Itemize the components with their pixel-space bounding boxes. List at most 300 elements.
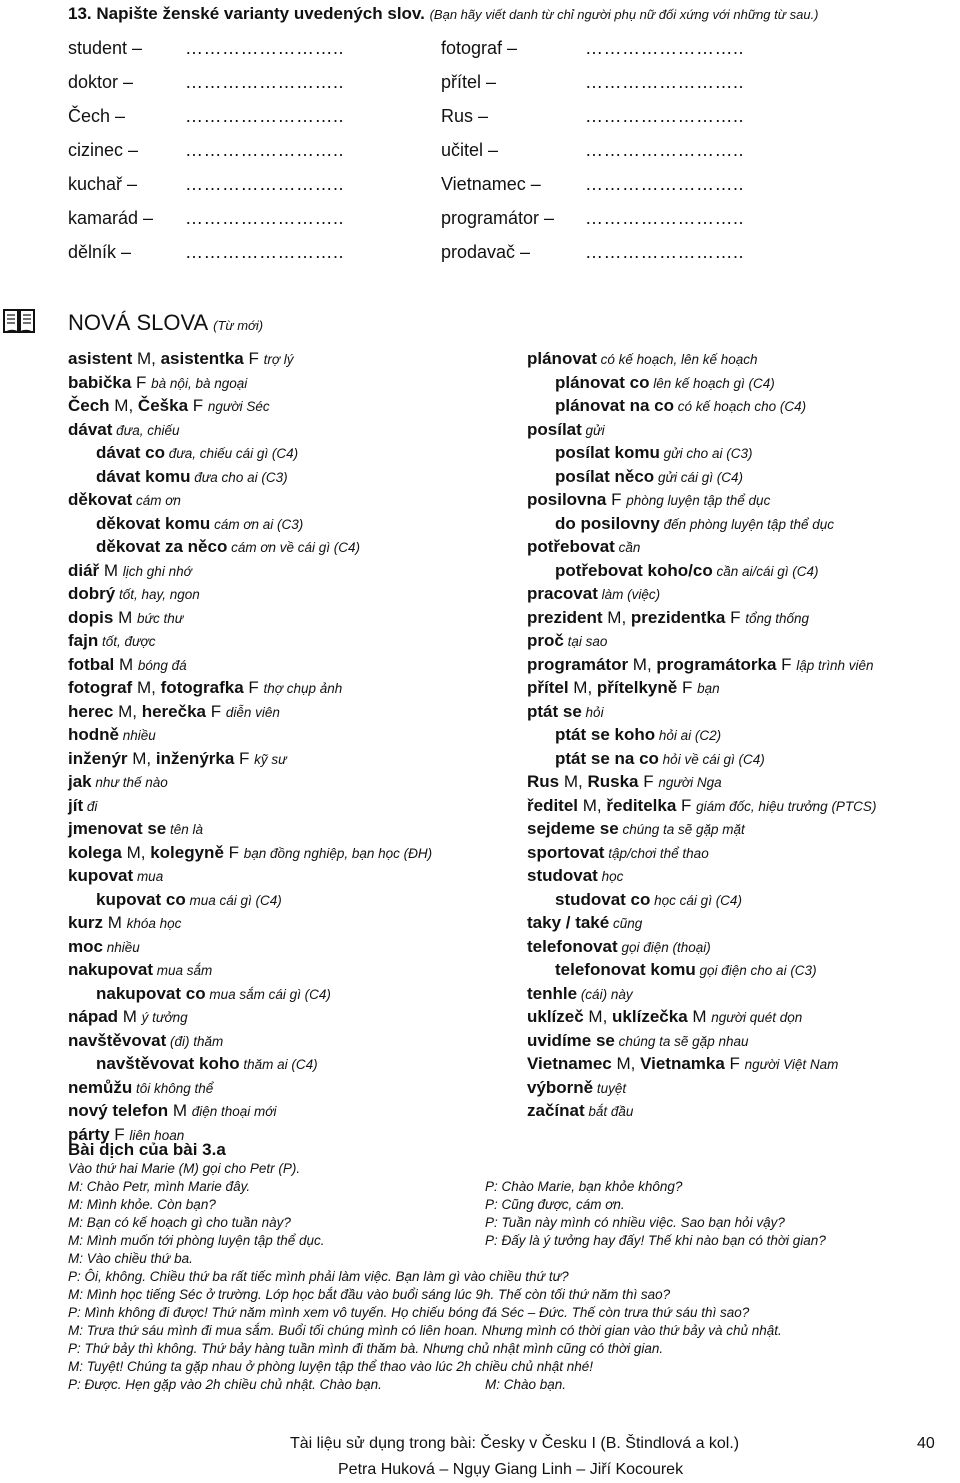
vocab-translation: tập/chơi thể thao bbox=[604, 845, 709, 861]
vocab-translation: nhiều bbox=[119, 728, 156, 743]
exercise-word: přítel – bbox=[441, 72, 497, 92]
vocab-translation: trợ lý bbox=[263, 352, 294, 367]
vocab-entry bbox=[68, 442, 432, 466]
vocab-entry bbox=[68, 536, 432, 560]
vocab-gender: M, bbox=[109, 396, 138, 415]
vocab-entry bbox=[527, 372, 876, 396]
footer-authors: Petra Huková – Ngụy Giang Linh – Jiří Kocourek bbox=[338, 1461, 684, 1478]
vocab-entry bbox=[527, 936, 876, 960]
vocab-entry bbox=[68, 607, 432, 631]
vocab-term: potřebovat koho/co bbox=[555, 560, 713, 580]
exercise-subtitle: (Bạn hãy viết danh từ chỉ người phụ nữ đối xứng với những từ sau.) bbox=[429, 7, 819, 22]
vocab-translation: lên kế hoạch gì (C4) bbox=[649, 375, 775, 391]
vocab-translation: bóng đá bbox=[137, 657, 187, 673]
dialogue-line: M: Trưa thứ sáu mình đi mua sắm. Buổi tối chúng mình có liên hoan. Nhưng mình có thời gian vào thứ bảy và chủ nhật. bbox=[68, 1323, 782, 1338]
vocab-term: programátor bbox=[527, 654, 629, 674]
vocab-gender: M, bbox=[132, 678, 161, 697]
vocab-term-feminine: programátorka bbox=[656, 654, 777, 674]
vocab-gender: M, bbox=[559, 772, 588, 791]
vocab-translation: thợ chụp ảnh bbox=[263, 681, 343, 696]
vocab-gender: M bbox=[114, 654, 138, 674]
exercise-word: Vietnamec – bbox=[441, 174, 541, 194]
answer-blank: …………………….. bbox=[185, 106, 345, 126]
vocab-gender: M bbox=[113, 607, 137, 627]
vocab-term: kupovat co bbox=[96, 889, 186, 909]
vocab-list-right bbox=[527, 348, 876, 1124]
vocab-gender: F bbox=[188, 396, 208, 415]
dialogue-line: P: Cũng được, cám ơn. bbox=[485, 1197, 625, 1212]
exercise-word: dělník – bbox=[68, 242, 132, 262]
vocab-entry bbox=[68, 1053, 432, 1077]
vocab-gender: M, bbox=[113, 701, 142, 721]
vocab-term: nový telefon bbox=[68, 1101, 169, 1120]
dialogue-line: P: Mình không đi được! Thứ năm mình xem vô tuyến. Họ chiếu bóng đá Séc – Đức. Thế còn trưa thứ sáu thì sao? bbox=[68, 1305, 750, 1320]
vocab-entry bbox=[527, 607, 876, 631]
vocab-gender: M, bbox=[132, 349, 161, 368]
vocab-translation: liên hoan bbox=[129, 1127, 185, 1143]
vocab-entry bbox=[68, 630, 432, 654]
vocab-translation: học bbox=[597, 869, 624, 884]
vocab-gender: M bbox=[99, 560, 123, 580]
exercise-word: doktor – bbox=[68, 72, 134, 92]
vocab-term: uvidíme se bbox=[527, 1030, 615, 1050]
open-book-icon bbox=[2, 306, 36, 336]
vocab-term: sejdeme se bbox=[527, 819, 619, 838]
answer-blank: …………………….. bbox=[585, 242, 745, 262]
vocab-term: plánovat co bbox=[555, 372, 650, 392]
vocab-term-feminine: fotografka bbox=[160, 678, 244, 697]
dialogue-line: M: Vào chiều thứ ba. bbox=[68, 1251, 193, 1266]
dialogue-line: M: Bạn có kế hoạch gì cho tuần này? bbox=[68, 1215, 291, 1230]
vocab-translation: có kế hoạch, lên kế hoạch bbox=[596, 352, 758, 367]
vocab-term-feminine: inženýrka bbox=[155, 748, 235, 768]
vocab-entry bbox=[68, 842, 432, 866]
vocab-entry bbox=[68, 395, 432, 419]
answer-blank: …………………….. bbox=[185, 140, 345, 160]
vocab-term: ptát se na co bbox=[555, 748, 659, 768]
vocab-term: výborně bbox=[527, 1077, 594, 1097]
vocab-entry bbox=[68, 1006, 432, 1030]
answer-blank: …………………….. bbox=[585, 72, 745, 92]
vocab-entry bbox=[527, 677, 876, 701]
vocab-term: párty bbox=[68, 1124, 110, 1144]
vocab-translation: tại sao bbox=[563, 634, 608, 649]
exercise-word: programátor – bbox=[441, 208, 555, 228]
vocab-translation: gửi bbox=[581, 422, 605, 438]
vocab-translation: làm (việc) bbox=[597, 587, 661, 602]
vocab-translation: gửi cái gì (C4) bbox=[654, 469, 744, 485]
vocab-translation: người quét dọn bbox=[711, 1010, 803, 1025]
vocab-entry bbox=[527, 466, 876, 490]
vocab-entry bbox=[527, 818, 876, 842]
vocab-translation: học cái gì (C4) bbox=[650, 892, 742, 908]
vocab-entry bbox=[68, 912, 432, 936]
vocab-translation: cũng bbox=[609, 916, 643, 931]
vocab-entry bbox=[527, 842, 876, 866]
vocab-title-sub: (Từ mới) bbox=[213, 318, 264, 333]
vocab-translation: người Việt Nam bbox=[744, 1057, 839, 1072]
vocab-term: potřebovat bbox=[527, 537, 615, 556]
vocab-gender: M, bbox=[121, 842, 151, 862]
vocab-translation: đưa, chiếu bbox=[112, 422, 180, 438]
vocab-translation: mua sắm bbox=[153, 963, 213, 978]
answer-blank: …………………….. bbox=[585, 174, 745, 194]
vocab-entry bbox=[68, 865, 432, 889]
vocab-term: plánovat na co bbox=[555, 396, 675, 415]
vocab-entry bbox=[68, 724, 432, 748]
vocab-term: uklízeč bbox=[527, 1007, 584, 1026]
vocab-translation: kỹ sư bbox=[254, 751, 287, 767]
vocab-gender: M, bbox=[127, 748, 156, 768]
answer-blank: …………………….. bbox=[585, 106, 745, 126]
vocab-translation: đưa cho ai (C3) bbox=[190, 469, 288, 485]
dialogue-line: M: Mình muốn tới phòng luyện tập thể dục. bbox=[68, 1233, 325, 1248]
vocab-entry bbox=[527, 701, 876, 725]
vocab-gender: F bbox=[243, 678, 264, 697]
vocab-entry bbox=[527, 489, 876, 513]
vocab-entry bbox=[527, 1053, 876, 1077]
vocab-translation: đến phòng luyện tập thể dục bbox=[659, 516, 834, 532]
vocab-term: posílat bbox=[527, 419, 582, 439]
vocab-translation: tốt, được bbox=[98, 634, 156, 649]
vocab-entry bbox=[527, 583, 876, 607]
vocab-gender: F bbox=[131, 372, 152, 392]
vocab-entry bbox=[527, 912, 876, 936]
vocab-term: plánovat bbox=[527, 349, 597, 368]
vocab-term: nakupovat bbox=[68, 960, 154, 979]
vocab-translation: gọi điện (thoại) bbox=[617, 939, 711, 955]
vocab-gender: M, bbox=[628, 654, 657, 674]
vocab-translation: hỏi ai (C2) bbox=[655, 728, 722, 743]
vocab-gender: F bbox=[638, 772, 659, 791]
vocab-gender: F bbox=[776, 654, 797, 674]
vocab-term: posílat komu bbox=[555, 443, 660, 462]
vocab-entry bbox=[68, 795, 432, 819]
vocab-term: dobrý bbox=[68, 584, 116, 603]
vocab-entry bbox=[68, 701, 432, 725]
vocab-translation: bà nội, bà ngoại bbox=[151, 375, 248, 391]
vocab-entry bbox=[68, 1077, 432, 1101]
vocab-translation: hỏi bbox=[581, 704, 604, 720]
vocab-translation: đi bbox=[83, 798, 98, 814]
vocab-translation: bức thư bbox=[136, 610, 184, 626]
vocab-term-feminine: ředitelka bbox=[606, 795, 677, 815]
dialogue-line: M: Chào bạn. bbox=[485, 1377, 567, 1392]
vocab-entry bbox=[527, 1006, 876, 1030]
vocab-translation: cần ai/cái gì (C4) bbox=[712, 563, 819, 579]
answer-blank: …………………….. bbox=[185, 72, 345, 92]
vocab-entry bbox=[68, 959, 432, 983]
exercise-word: kamarád – bbox=[68, 208, 154, 228]
vocab-entry bbox=[527, 983, 876, 1007]
vocab-term: tenhle bbox=[527, 983, 578, 1003]
vocab-gender: F bbox=[234, 748, 255, 768]
vocab-entry bbox=[527, 865, 876, 889]
vocab-term-feminine: asistentka bbox=[160, 349, 244, 368]
vocab-term: dávat co bbox=[96, 443, 165, 462]
vocab-gender: F bbox=[677, 678, 698, 697]
vocab-term: diář bbox=[68, 560, 100, 580]
vocab-translation: phòng luyện tập thể dục bbox=[626, 493, 771, 508]
vocab-entry bbox=[68, 1030, 432, 1054]
vocab-gender: F bbox=[676, 795, 697, 815]
vocab-term: posílat něco bbox=[555, 466, 655, 486]
vocab-translation: cám ơn ai (C3) bbox=[210, 516, 304, 532]
vocab-entry bbox=[527, 560, 876, 584]
vocab-term: moc bbox=[68, 936, 103, 956]
vocab-entry bbox=[68, 748, 432, 772]
dialogue-line: P: Tuần này mình có nhiều việc. Sao bạn hỏi vậy? bbox=[485, 1215, 785, 1230]
vocab-term: kurz bbox=[68, 913, 103, 932]
vocab-translation: ý tưởng bbox=[141, 1010, 188, 1025]
vocab-term: Rus bbox=[527, 772, 560, 791]
vocab-term: přítel bbox=[527, 678, 569, 697]
vocab-gender: M, bbox=[602, 607, 631, 627]
vocab-gender: M bbox=[687, 1007, 712, 1026]
vocab-translation: (cái) này bbox=[577, 986, 633, 1002]
vocab-term: studovat bbox=[527, 866, 598, 885]
exercise-word: Čech – bbox=[68, 106, 126, 126]
vocab-term-feminine: Vietnamka bbox=[640, 1054, 725, 1073]
vocab-translation: điện thoại mới bbox=[191, 1104, 277, 1119]
vocab-term: telefonovat bbox=[527, 936, 618, 956]
vocab-translation: thăm ai (C4) bbox=[239, 1057, 318, 1072]
vocab-entry bbox=[527, 395, 876, 419]
vocab-term: dopis bbox=[68, 607, 114, 627]
vocab-entry bbox=[527, 442, 876, 466]
vocab-translation: khóa học bbox=[126, 916, 182, 931]
dialogue-line: M: Mình học tiếng Séc ở trường. Lớp học bắt đầu vào buổi sáng lúc 9h. Thế còn tối thứ năm thì sao? bbox=[68, 1287, 671, 1302]
vocab-translation: tuyệt bbox=[593, 1080, 627, 1096]
exercise-word: student – bbox=[68, 38, 143, 58]
page-number: 40 bbox=[917, 1435, 935, 1452]
vocab-term: hodně bbox=[68, 725, 119, 744]
dialogue-line: P: Đấy là ý tưởng hay đấy! Thế khi nào bạn có thời gian? bbox=[485, 1233, 826, 1248]
vocab-translation: lập trình viên bbox=[796, 657, 874, 673]
vocab-term: sportovat bbox=[527, 842, 605, 862]
vocab-translation: cám ơn bbox=[132, 493, 181, 508]
vocab-term-feminine: Češka bbox=[137, 396, 189, 415]
vocab-entry bbox=[527, 795, 876, 819]
vocab-entry bbox=[527, 959, 876, 983]
vocab-entry bbox=[68, 560, 432, 584]
answer-blank: …………………….. bbox=[185, 38, 345, 58]
vocab-translation: có kế hoạch cho (C4) bbox=[674, 399, 807, 414]
vocab-term: nemůžu bbox=[68, 1077, 133, 1097]
exercise-title-text: 13. Napište ženské varianty uvedených slov. bbox=[68, 4, 425, 23]
answer-blank: …………………….. bbox=[185, 242, 345, 262]
vocab-entry bbox=[527, 654, 876, 678]
vocab-term: jmenovat se bbox=[68, 819, 167, 838]
vocab-entry bbox=[527, 630, 876, 654]
vocab-translation: gửi cho ai (C3) bbox=[659, 446, 753, 461]
footer-source: Tài liệu sử dụng trong bài: Česky v Česku I (B. Štindlová a kol.) bbox=[290, 1435, 740, 1452]
vocab-term: děkovat za něco bbox=[96, 537, 228, 556]
vocab-entry bbox=[527, 771, 876, 795]
vocab-translation: lịch ghi nhớ bbox=[122, 563, 192, 579]
vocab-term: nápad bbox=[68, 1007, 119, 1026]
vocab-translation: tốt, hay, ngon bbox=[115, 587, 200, 602]
vocab-gender: F bbox=[724, 1054, 745, 1073]
vocab-entry bbox=[527, 536, 876, 560]
vocab-entry bbox=[68, 771, 432, 795]
vocab-translation: mua cái gì (C4) bbox=[185, 892, 282, 908]
vocab-term: inženýr bbox=[68, 748, 128, 768]
vocab-term: herec bbox=[68, 701, 114, 721]
vocab-entry bbox=[68, 677, 432, 701]
vocab-term: děkovat bbox=[68, 490, 133, 509]
vocab-entry bbox=[68, 348, 432, 372]
answer-blank: …………………….. bbox=[585, 38, 745, 58]
vocab-term: posilovna bbox=[527, 490, 607, 509]
exercise-word: učitel – bbox=[441, 140, 499, 160]
vocab-translation: bạn đồng nghiệp, bạn học (ĐH) bbox=[243, 845, 433, 861]
vocab-gender: F bbox=[206, 701, 226, 721]
vocab-entry bbox=[527, 1030, 876, 1054]
vocab-term: navštěvovat koho bbox=[96, 1054, 240, 1073]
exercise-word: kuchař – bbox=[68, 174, 138, 194]
dialogue-line: M: Mình khỏe. Còn bạn? bbox=[68, 1197, 216, 1212]
dialogue-line: P: Ôi, không. Chiều thứ ba rất tiếc mình phải làm việc. Bạn làm gì vào chiều thứ tư? bbox=[68, 1269, 569, 1284]
dialogue-line: P: Được. Hẹn gặp vào 2h chiều chủ nhật. Chào bạn. bbox=[68, 1377, 382, 1392]
vocab-translation: đưa, chiếu cái gì (C4) bbox=[164, 446, 299, 461]
vocab-gender: F bbox=[243, 349, 264, 368]
vocab-gender: M, bbox=[583, 1007, 613, 1026]
vocab-term: fotograf bbox=[68, 678, 133, 697]
answer-blank: …………………….. bbox=[585, 208, 745, 228]
vocab-translation: người Séc bbox=[207, 399, 270, 414]
dialogue-line: P: Thứ bảy thì không. Thứ bảy hàng tuần mình đi thăm bà. Nhưng chủ nhật mình cũng có thời gian. bbox=[68, 1341, 664, 1356]
vocab-translation: nhiều bbox=[102, 939, 140, 955]
vocab-translation: tôi không thể bbox=[132, 1080, 214, 1096]
vocab-term: Čech bbox=[68, 396, 110, 415]
vocab-entry bbox=[527, 348, 876, 372]
dialogue-line: M: Tuyệt! Chúng ta gặp nhau ở phòng luyện tập thể thao vào lúc 2h chiều chủ nhật nhé! bbox=[68, 1359, 594, 1374]
vocab-term-feminine: přítelkyně bbox=[596, 678, 678, 697]
dialogue-line: M: Chào Petr, mình Marie đây. bbox=[68, 1179, 251, 1194]
vocab-term: pracovat bbox=[527, 584, 598, 603]
vocab-term: Vietnamec bbox=[527, 1054, 612, 1073]
vocab-term: jak bbox=[68, 772, 92, 791]
vocab-section-title bbox=[68, 310, 263, 336]
vocab-translation: bắt đầu bbox=[584, 1104, 634, 1119]
vocab-term: studovat co bbox=[555, 889, 651, 909]
vocab-gender: M bbox=[118, 1007, 142, 1026]
vocab-gender: F bbox=[223, 842, 244, 862]
vocab-term: proč bbox=[527, 631, 564, 650]
vocab-translation: cám ơn về cái gì (C4) bbox=[227, 540, 361, 555]
exercise-word: Rus – bbox=[441, 106, 489, 126]
answer-blank: …………………….. bbox=[585, 140, 745, 160]
vocab-gender: F bbox=[109, 1124, 130, 1144]
vocab-gender: F bbox=[725, 607, 746, 627]
vocab-term: babička bbox=[68, 372, 132, 392]
vocab-entry bbox=[527, 1100, 876, 1124]
vocab-term: nakupovat co bbox=[96, 983, 206, 1003]
vocab-gender: M, bbox=[611, 1054, 641, 1073]
vocab-gender: M, bbox=[568, 678, 597, 697]
vocab-entry bbox=[68, 372, 432, 396]
vocab-entry bbox=[68, 818, 432, 842]
vocab-term: jít bbox=[68, 795, 84, 815]
vocab-term: asistent bbox=[68, 349, 133, 368]
vocab-entry bbox=[527, 513, 876, 537]
vocab-list-left bbox=[68, 348, 432, 1147]
vocab-translation: (đi) thăm bbox=[166, 1033, 224, 1049]
vocab-term: ptát se bbox=[527, 701, 582, 721]
vocab-term: fotbal bbox=[68, 654, 115, 674]
vocab-term: ptát se koho bbox=[555, 725, 656, 744]
exercise-word: cizinec – bbox=[68, 140, 139, 160]
exercise-title bbox=[68, 4, 819, 24]
vocab-translation: bạn bbox=[697, 681, 720, 696]
vocab-entry bbox=[68, 654, 432, 678]
vocab-gender: M, bbox=[578, 795, 607, 815]
vocab-entry bbox=[68, 983, 432, 1007]
exercise-word: prodavač – bbox=[441, 242, 531, 262]
vocab-gender: M bbox=[102, 913, 127, 932]
dialogue-line: Vào thứ hai Marie (M) gọi cho Petr (P). bbox=[68, 1161, 301, 1176]
answer-blank: …………………….. bbox=[185, 174, 345, 194]
vocab-entry bbox=[527, 724, 876, 748]
vocab-entry bbox=[68, 583, 432, 607]
vocab-term-feminine: kolegyně bbox=[150, 842, 224, 862]
exercise-word: fotograf – bbox=[441, 38, 518, 58]
vocab-term: telefonovat komu bbox=[555, 960, 696, 979]
vocab-term: navštěvovat bbox=[68, 1030, 167, 1050]
vocab-term: dávat komu bbox=[96, 466, 191, 486]
vocab-term: dávat bbox=[68, 419, 113, 439]
translation-title: Bài dịch của bài 3.a bbox=[68, 1140, 226, 1159]
vocab-entry bbox=[68, 466, 432, 490]
vocab-entry bbox=[68, 889, 432, 913]
vocab-entry bbox=[68, 419, 432, 443]
vocab-term-feminine: Ruska bbox=[587, 772, 639, 791]
vocab-translation: tổng thống bbox=[745, 610, 810, 626]
vocab-translation: giám đốc, hiệu trưởng (PTCS) bbox=[696, 798, 877, 814]
vocab-translation: mua sắm cái gì (C4) bbox=[205, 986, 331, 1002]
vocab-term-feminine: herečka bbox=[141, 701, 206, 721]
vocab-term: ředitel bbox=[527, 795, 579, 815]
vocab-translation: người Nga bbox=[658, 775, 722, 790]
dialogue-line: P: Chào Marie, bạn khỏe không? bbox=[485, 1179, 683, 1194]
vocab-term-feminine: prezidentka bbox=[630, 607, 726, 627]
vocab-term-feminine: uklízečka bbox=[612, 1007, 688, 1026]
answer-blank: …………………….. bbox=[185, 208, 345, 228]
vocab-term: začínat bbox=[527, 1101, 585, 1120]
vocab-term: fajn bbox=[68, 631, 99, 650]
vocab-gender: M bbox=[168, 1101, 192, 1120]
vocab-term: kupovat bbox=[68, 866, 134, 885]
vocab-entry bbox=[527, 748, 876, 772]
vocab-translation: như thế nào bbox=[91, 775, 168, 790]
vocab-entry bbox=[68, 936, 432, 960]
vocab-translation: hỏi về cái gì (C4) bbox=[658, 751, 765, 767]
vocab-term: kolega bbox=[68, 842, 122, 862]
vocab-title-text: NOVÁ SLOVA bbox=[68, 310, 207, 335]
vocab-translation: gọi điện cho ai (C3) bbox=[695, 963, 817, 978]
vocab-term: do posilovny bbox=[555, 513, 660, 533]
vocab-term: děkovat komu bbox=[96, 513, 211, 533]
vocab-entry bbox=[527, 1077, 876, 1101]
vocab-translation: diễn viên bbox=[225, 704, 280, 720]
vocab-term: prezident bbox=[527, 607, 603, 627]
vocab-entry bbox=[68, 489, 432, 513]
vocab-entry bbox=[68, 513, 432, 537]
vocab-gender: F bbox=[606, 490, 627, 509]
vocab-entry bbox=[68, 1100, 432, 1124]
vocab-translation: mua bbox=[133, 869, 164, 884]
